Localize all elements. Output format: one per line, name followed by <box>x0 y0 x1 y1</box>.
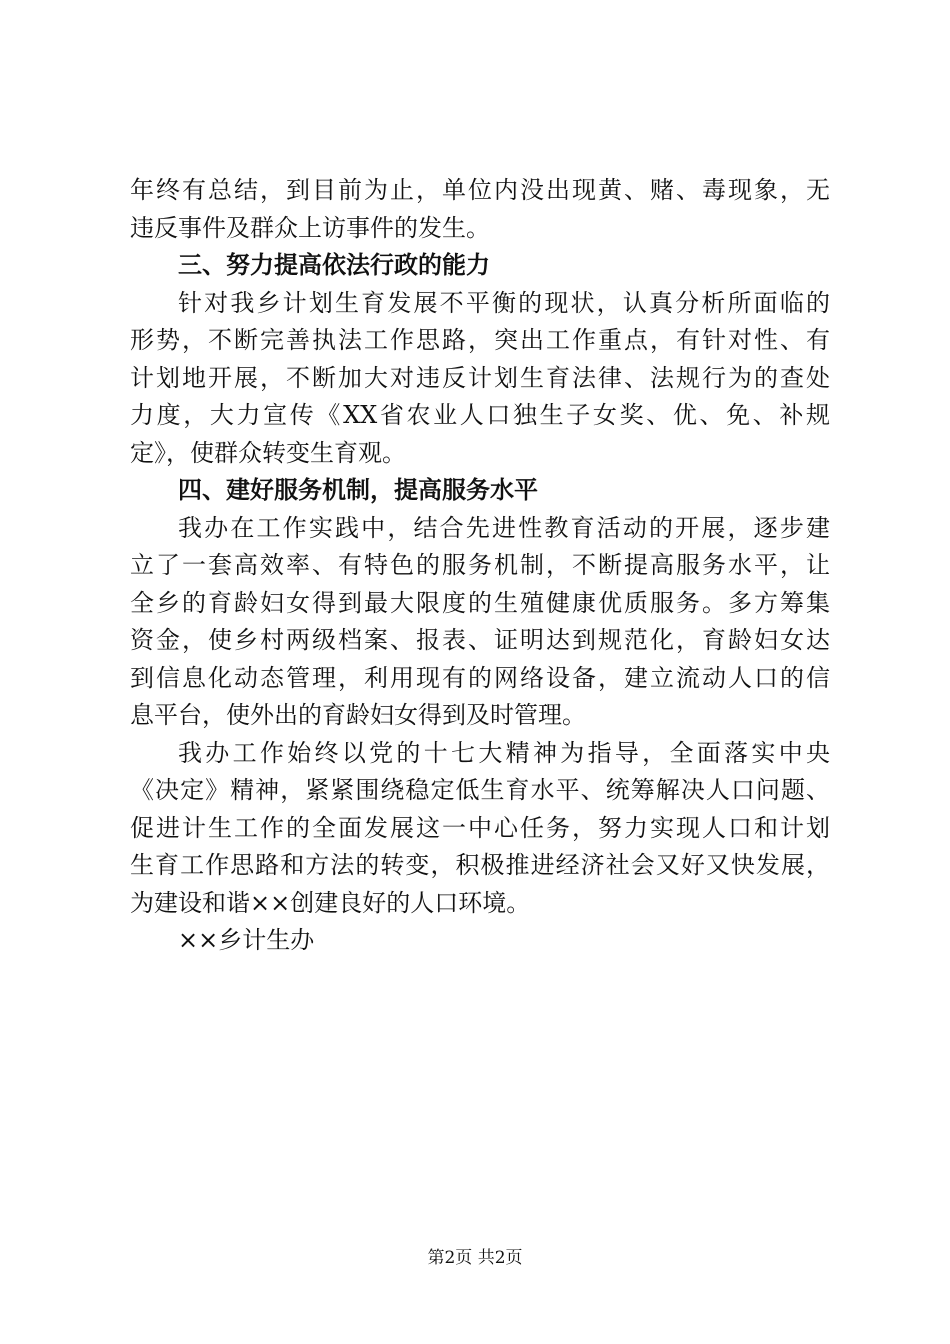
section-heading: 四、建好服务机制，提高服务水平 <box>178 476 538 504</box>
body-text-line: 定》，使群众转变生育观。 <box>130 438 406 467</box>
body-text-line: 针对我乡计划生育发展不平衡的现状，认真分析所面临的 <box>178 288 830 317</box>
body-text-line: 年终有总结，到目前为止，单位内没出现黄、赌、毒现象，无 <box>130 176 830 204</box>
body-text-line: 《决定》精神，紧紧围绕稳定低生育水平、统筹解决人口问题、 <box>130 776 830 804</box>
body-text-line: 息平台，使外出的育龄妇女得到及时管理。 <box>130 701 586 729</box>
page-footer: 第2页 共2页 <box>427 1248 523 1268</box>
body-text-line: 立了一套高效率、有特色的服务机制，不断提高服务水平，让 <box>130 551 830 579</box>
body-text-line: 资金，使乡村两级档案、报表、证明达到规范化，育龄妇女达 <box>130 626 830 654</box>
body-text-line: 形势，不断完善执法工作思路，突出工作重点，有针对性、有 <box>130 326 830 354</box>
body-text-line: 为建设和谐××创建良好的人口环境。 <box>130 888 531 917</box>
body-text-line: 违反事件及群众上访事件的发生。 <box>130 213 490 242</box>
signature-line: ××乡计生办 <box>178 926 315 954</box>
body-text-line: 生育工作思路和方法的转变，积极推进经济社会又好又快发展， <box>130 851 830 879</box>
body-text-line: 计划地开展，不断加大对违反计划生育法律、法规行为的查处 <box>130 363 830 392</box>
section-heading: 三、努力提高依法行政的能力 <box>178 251 490 279</box>
document-body <box>130 172 830 960</box>
body-text-line: 全乡的育龄妇女得到最大限度的生殖健康优质服务。多方筹集 <box>130 588 830 617</box>
body-text-line: 力度，大力宣传《XX省农业人口独生子女奖、优、免、补规 <box>130 401 830 429</box>
body-text-line: 到信息化动态管理，利用现有的网络设备，建立流动人口的信 <box>130 663 830 692</box>
body-text-line: 我办工作始终以党的十七大精神为指导，全面落实中央 <box>178 738 830 767</box>
body-text-line: 我办在工作实践中，结合先进性教育活动的开展，逐步建 <box>178 513 830 542</box>
body-text-line: 促进计生工作的全面发展这一中心任务，努力实现人口和计划 <box>130 813 830 842</box>
